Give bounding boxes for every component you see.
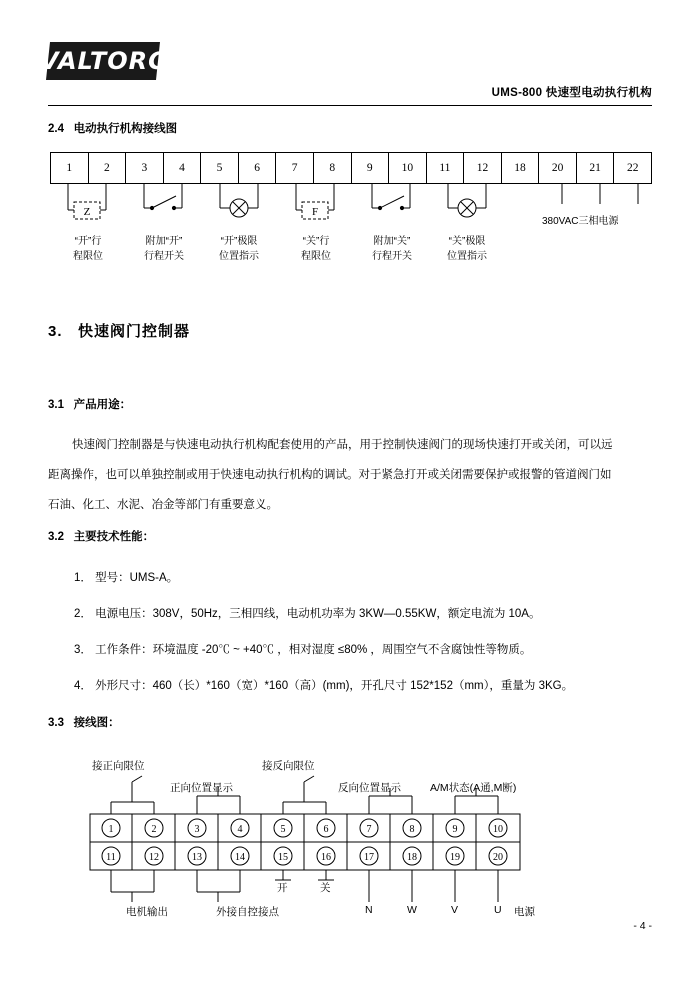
caption-line: 程限位 (301, 251, 331, 262)
terminal-row (51, 153, 652, 184)
caption-open-extra-switch (131, 232, 197, 262)
terminal-cell: 21 (576, 153, 614, 184)
svg-text:1: 1 (108, 824, 114, 835)
list-item: 2． 电源电压：308V，50Hz，三相四线，电动机功率为 3KW—0.55KW，额定电流为 10A。 (74, 608, 541, 620)
label-power: 电源 (514, 906, 535, 918)
terminal-cell: 10 (389, 153, 427, 184)
section-24-number: 2.4 (48, 123, 64, 135)
section-31-paragraph (48, 430, 652, 520)
header-title: UMS-800 快速型电动执行机构 (491, 87, 652, 99)
terminal-cell: 2 (88, 153, 126, 184)
section-24-title: 电动执行机构接线图 (73, 123, 178, 135)
terminal-cell: 8 (313, 153, 351, 184)
terminal-cell: 4 (163, 153, 201, 184)
terminal-cell: 11 (426, 153, 464, 184)
label-external-control-contacts: 外接自控接点 (216, 906, 279, 918)
caption-line: 位置指示 (447, 251, 487, 262)
svg-text:15: 15 (278, 852, 288, 863)
svg-text:4: 4 (237, 824, 243, 835)
label-reverse-limit: 接反向限位 (262, 760, 315, 772)
caption-line: “开”极限 (220, 236, 258, 247)
connection-diagram-33 (70, 752, 630, 932)
terminal-cell: 20 (539, 153, 577, 184)
section-33-heading (48, 714, 120, 730)
caption-close-travel-limit (286, 232, 346, 262)
terminal-cell: 9 (351, 153, 389, 184)
label-am-status: A/M状态(A通,M断) (430, 782, 517, 794)
section-32-number: 3.2 (48, 531, 64, 543)
svg-text:16: 16 (321, 852, 331, 863)
terminal-table (50, 152, 652, 184)
label-terminal-v: V (451, 904, 459, 916)
svg-text:19: 19 (450, 852, 460, 863)
label-terminal-w: W (407, 904, 417, 916)
section-3-title: 快速阀门控制器 (78, 323, 191, 340)
section-33-title: 接线图： (73, 717, 120, 729)
label-close: 关 (320, 882, 331, 894)
terminal-cell: 1 (51, 153, 89, 184)
svg-text:14: 14 (235, 852, 245, 863)
svg-text:17: 17 (364, 852, 374, 863)
caption-close-extra-switch (359, 232, 425, 262)
list-item: 4． 外形尺寸：460（长）*160（宽）*160（高）(mm)，开孔尺寸 152*152（mm），重量为 3KG。 (74, 680, 574, 692)
caption-line: “关”行 (302, 236, 330, 247)
label-terminal-n: N (365, 904, 373, 916)
header-divider (48, 105, 652, 106)
terminal-cell: 6 (238, 153, 276, 184)
caption-power-supply: 380VAC三相电源 (542, 216, 619, 227)
caption-open-limit-indicator (206, 232, 272, 262)
paragraph-line: 石油、化工、水泥、冶金等部门有重要意义。 (48, 499, 278, 511)
svg-text:9: 9 (452, 824, 458, 835)
terminal-symbols-area (50, 184, 652, 280)
section-3-heading (48, 320, 190, 341)
section-3-number: 3. (48, 323, 63, 340)
caption-line: “开”行 (74, 236, 102, 247)
terminal-cell: 5 (201, 153, 239, 184)
section-33-number: 3.3 (48, 717, 64, 729)
terminal-cell: 22 (614, 153, 652, 184)
list-item: 1． 型号：UMS-A。 (74, 572, 179, 584)
svg-text:18: 18 (407, 852, 417, 863)
section-32-heading (48, 528, 154, 544)
label-terminal-u: U (494, 904, 502, 916)
caption-open-travel-limit (58, 232, 118, 262)
caption-line: 附加“关” (373, 236, 411, 247)
wiring-diagram-24 (50, 152, 652, 280)
svg-text:11: 11 (106, 852, 116, 863)
svg-text:20: 20 (493, 852, 503, 863)
section-31-number: 3.1 (48, 399, 64, 411)
caption-line: 程限位 (73, 251, 103, 262)
svg-text:8: 8 (409, 824, 415, 835)
caption-line: 附加“开” (145, 236, 183, 247)
svg-text:6: 6 (323, 824, 329, 835)
page-number: - 4 - (633, 920, 652, 932)
section-24-heading (48, 120, 177, 136)
section-31-title: 产品用途： (73, 399, 132, 411)
section-31-heading (48, 396, 131, 412)
terminal-cell: 12 (464, 153, 502, 184)
caption-line: 行程开关 (144, 251, 184, 262)
list-item: 3． 工作条件：环境温度 -20℃ ~ +40℃ ，相对湿度 ≤80% ，周围空气不含腐蚀性等物质。 (74, 644, 532, 656)
label-reverse-position-display: 反向位置显示 (338, 782, 401, 794)
svg-text:7: 7 (366, 824, 372, 835)
caption-line: 行程开关 (372, 251, 412, 262)
svg-text:10: 10 (493, 824, 503, 835)
terminal-cell: 3 (126, 153, 164, 184)
label-forward-position-display: 正向位置显示 (170, 782, 233, 794)
section-32-list (74, 560, 654, 704)
svg-text:12: 12 (149, 852, 159, 863)
svg-text:13: 13 (192, 852, 202, 863)
svg-text:2: 2 (151, 824, 157, 835)
terminal-cell: 7 (276, 153, 314, 184)
page-header (39, 42, 652, 108)
paragraph-line: 距离操作，也可以单独控制或用于快速电动执行机构的调试。对于紧急打开或关闭需要保护或报警的管道阀门如 (48, 469, 612, 481)
svg-text:3: 3 (194, 824, 200, 835)
svg-text:5: 5 (280, 824, 286, 835)
label-forward-limit: 接正向限位 (92, 760, 145, 772)
caption-close-limit-indicator (434, 232, 500, 262)
paragraph-line: 快速阀门控制器是与快速电动执行机构配套使用的产品，用于控制快速阀门的现场快速打开或关闭，可以远 (72, 439, 613, 451)
svg-text:F: F (311, 206, 319, 218)
svg-text:Z: Z (83, 206, 91, 218)
logo-text: VALTORC (39, 47, 167, 75)
valtorc-logo (39, 42, 167, 80)
caption-line: 位置指示 (219, 251, 259, 262)
caption-line: “关”极限 (448, 236, 486, 247)
terminal-cell: 18 (501, 153, 539, 184)
label-motor-output: 电机输出 (126, 906, 168, 918)
section-32-title: 主要技术性能： (73, 531, 155, 543)
label-open: 开 (277, 882, 288, 894)
